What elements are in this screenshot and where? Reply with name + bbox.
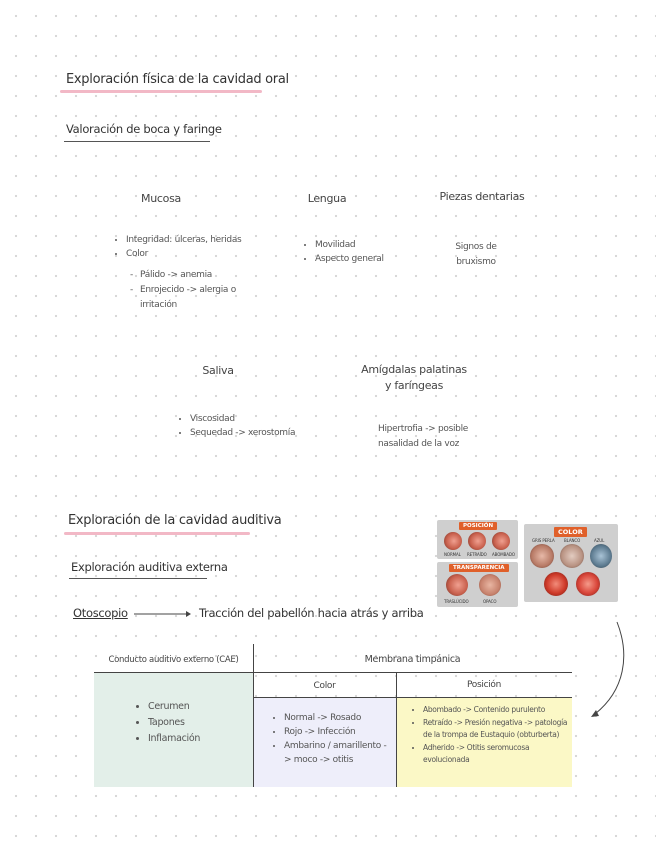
list-item: • Adherido -> Otitis seromucosa evolucionada — [423, 742, 568, 767]
posicion-list — [406, 704, 568, 767]
transparencia-label: TRANSPARENCIA — [449, 564, 509, 572]
auditiva-subtitle: Exploración auditiva externa — [71, 560, 228, 574]
list-item: • Sequedad -> xerostomía — [190, 426, 322, 440]
piezas-heading: Piezas dentarias — [439, 190, 525, 203]
list-item: • Normal -> Rosado — [284, 711, 393, 725]
color-list — [267, 711, 393, 767]
otoscopio-label: Otoscopio — [73, 606, 128, 620]
ear-photo — [576, 572, 600, 596]
list-item: • Abombado -> Contenido purulento — [423, 704, 568, 717]
ear-photo — [544, 572, 568, 596]
list-item: • Color — [126, 247, 258, 261]
photo-caption: NORMAL — [444, 552, 461, 557]
curved-arrow-icon — [585, 620, 630, 720]
lengua-list — [297, 238, 427, 266]
color-label: COLOR — [554, 527, 587, 537]
list-item: • Aspecto general — [315, 252, 427, 266]
photo-caption: BLANCO — [564, 538, 581, 543]
list-item: • Movilidad — [315, 238, 427, 252]
oral-subtitle: Valoración de boca y faringe — [66, 122, 222, 136]
traccion-text: Tracción del pabellón hacia atrás y arriba — [199, 606, 424, 620]
list-item: • Rojo -> Infección — [284, 725, 393, 739]
ear-photo — [468, 532, 486, 550]
photo-caption: GRIS PERLA — [532, 538, 555, 543]
oral-subtitle-underline — [64, 141, 210, 142]
table-line — [253, 697, 572, 698]
photo-caption: OPACO — [483, 599, 497, 604]
list-item: • Retraído -> Presión negativa -> patología de la trompa de Eustaquio (obturberta) — [423, 717, 568, 742]
transparencia-photo — [437, 562, 518, 607]
ear-photo — [530, 544, 554, 568]
oral-title: Exploración física de la cavidad oral — [66, 72, 289, 87]
posicion-photo — [437, 520, 518, 559]
saliva-list — [172, 412, 322, 440]
color-photo — [524, 524, 618, 602]
list-item: - Enrojecido -> alergia o irritación — [140, 283, 236, 313]
list-item: • Viscosidad — [190, 412, 322, 426]
ear-photo — [479, 574, 501, 596]
oral-title-underline — [60, 90, 262, 93]
table-line — [253, 644, 254, 787]
list-item: • Tapones — [148, 715, 245, 731]
lengua-heading: Lengua — [307, 192, 347, 205]
ear-photo — [444, 532, 462, 550]
amigdalas-heading: Amígdalas palatinas y faríngeas — [361, 363, 467, 392]
photo-caption: RETRAÍDO — [467, 552, 487, 557]
posicion-header: Posición — [466, 680, 502, 690]
auditiva-title-underline — [64, 532, 250, 535]
list-item: • Ambarino / amarillento -> moco -> otitis — [284, 739, 393, 767]
posicion-label: POSICIÓN — [459, 522, 497, 530]
cae-header: Conducto auditivo externo (CAE) — [108, 655, 239, 665]
list-item: • Inflamación — [148, 731, 245, 747]
list-item: - Pálido -> anemia — [140, 268, 236, 283]
table-line — [94, 672, 572, 673]
arrow-right-icon — [132, 608, 192, 620]
color-header: Color — [313, 681, 336, 691]
ear-photo — [590, 544, 612, 568]
amigdalas-note: Hipertrofia -> posible nasalidad de la voz — [378, 424, 469, 449]
photo-caption: ABOMBADO — [492, 552, 515, 557]
mucosa-sublist — [126, 268, 236, 313]
auditiva-subtitle-underline — [69, 578, 207, 579]
ear-photo — [560, 544, 584, 568]
mucosa-list — [108, 233, 258, 261]
piezas-note: Signos de bruxismo — [455, 242, 497, 267]
photo-caption: AZUL — [594, 538, 605, 543]
membrana-header: Membrana timpánica — [364, 654, 461, 665]
list-item: • Cerumen — [148, 699, 245, 715]
mucosa-heading: Mucosa — [141, 192, 181, 205]
ear-photo — [492, 532, 510, 550]
photo-caption: TRASLÚCIDO — [444, 599, 469, 604]
ear-photo — [446, 574, 468, 596]
cae-list — [130, 699, 245, 747]
saliva-heading: Saliva — [202, 364, 234, 377]
list-item: • Integridad: úlceras, heridas — [126, 233, 258, 247]
auditiva-title: Exploración de la cavidad auditiva — [68, 513, 282, 528]
